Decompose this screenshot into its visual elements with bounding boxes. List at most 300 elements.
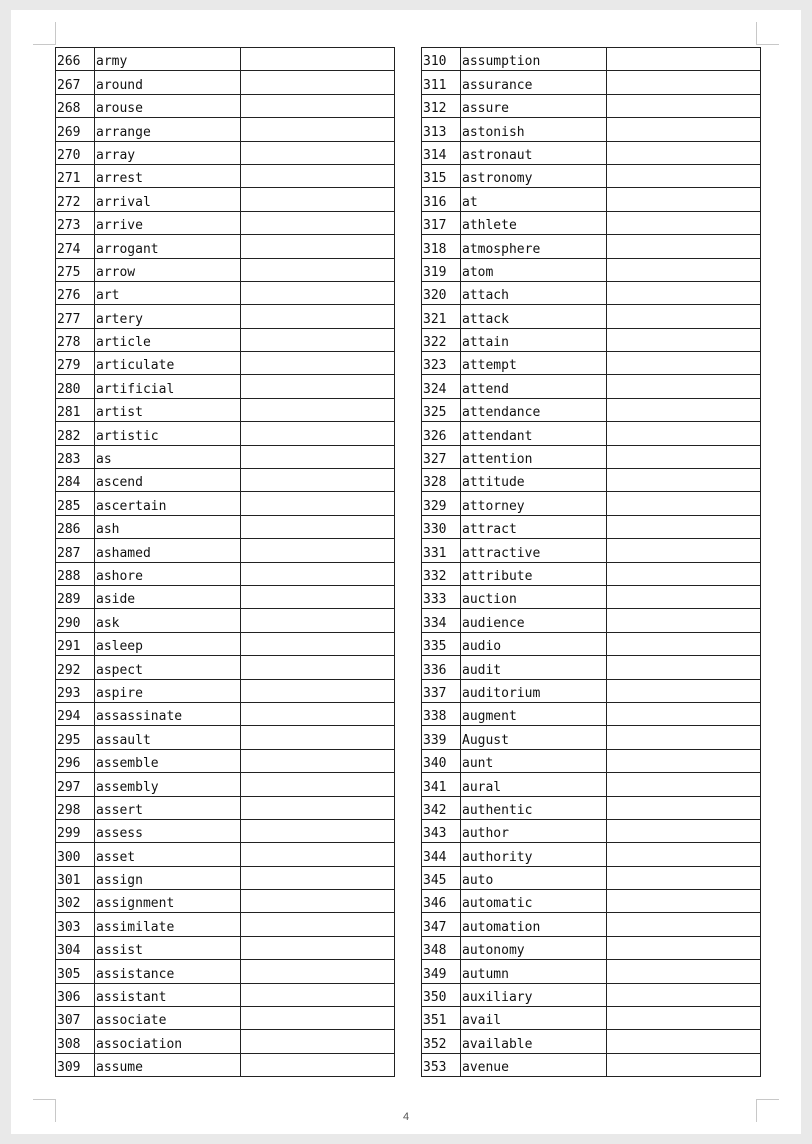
entry-number: 312 (422, 94, 461, 117)
entry-blank-cell (241, 422, 395, 445)
entry-blank-cell (607, 141, 761, 164)
entry-number: 303 (56, 913, 95, 936)
entry-word: auxiliary (461, 983, 607, 1006)
entry-blank-cell (607, 445, 761, 468)
entry-blank-cell (241, 188, 395, 211)
table-row (422, 211, 761, 234)
entry-blank-cell (241, 796, 395, 819)
entry-word: astronaut (461, 141, 607, 164)
entry-number: 284 (56, 469, 95, 492)
entry-blank-cell (607, 281, 761, 304)
entry-blank-cell (241, 983, 395, 1006)
entry-word: autonomy (461, 936, 607, 959)
table-row (56, 422, 395, 445)
table-row (422, 726, 761, 749)
entry-word: ascend (95, 469, 241, 492)
entry-blank-cell (607, 726, 761, 749)
entry-number: 336 (422, 656, 461, 679)
entry-word: autumn (461, 960, 607, 983)
table-row (56, 141, 395, 164)
entry-blank-cell (607, 48, 761, 71)
entry-blank-cell (607, 656, 761, 679)
entry-word: assemble (95, 749, 241, 772)
table-row (422, 796, 761, 819)
entry-number: 346 (422, 890, 461, 913)
table-row (56, 749, 395, 772)
entry-number: 314 (422, 141, 461, 164)
table-row (56, 609, 395, 632)
entry-number: 293 (56, 679, 95, 702)
entry-number: 297 (56, 773, 95, 796)
table-row (56, 398, 395, 421)
entry-blank-cell (241, 305, 395, 328)
entry-word: attempt (461, 352, 607, 375)
entry-blank-cell (241, 890, 395, 913)
table-row (422, 819, 761, 842)
entry-number: 294 (56, 702, 95, 725)
entry-number: 305 (56, 960, 95, 983)
table-row (56, 1053, 395, 1076)
entry-word: attain (461, 328, 607, 351)
entry-blank-cell (607, 960, 761, 983)
table-row (56, 796, 395, 819)
entry-word: arrogant (95, 235, 241, 258)
entry-word: assess (95, 819, 241, 842)
entry-number: 310 (422, 48, 461, 71)
table-row (422, 305, 761, 328)
entry-word: ashore (95, 562, 241, 585)
table-row (56, 562, 395, 585)
page-number: 4 (402, 1111, 410, 1123)
entry-word: arrange (95, 118, 241, 141)
entry-blank-cell (607, 188, 761, 211)
entry-blank-cell (607, 819, 761, 842)
entry-blank-cell (607, 352, 761, 375)
entry-number: 328 (422, 469, 461, 492)
table-row (422, 445, 761, 468)
entry-word: assimilate (95, 913, 241, 936)
entry-number: 321 (422, 305, 461, 328)
entry-word: assume (95, 1053, 241, 1076)
entry-blank-cell (241, 141, 395, 164)
entry-blank-cell (241, 492, 395, 515)
entry-number: 299 (56, 819, 95, 842)
entry-number: 281 (56, 398, 95, 421)
entry-number: 320 (422, 281, 461, 304)
entry-blank-cell (607, 632, 761, 655)
entry-word: assumption (461, 48, 607, 71)
table-row (56, 94, 395, 117)
table-row (422, 1007, 761, 1030)
table-row (56, 469, 395, 492)
table-row (422, 1030, 761, 1053)
entry-word: audio (461, 632, 607, 655)
entry-blank-cell (241, 258, 395, 281)
entry-word: around (95, 71, 241, 94)
entry-blank-cell (607, 235, 761, 258)
entry-number: 352 (422, 1030, 461, 1053)
word-table-left (55, 47, 395, 1077)
entry-number: 337 (422, 679, 461, 702)
entry-word: arouse (95, 94, 241, 117)
entry-word: attention (461, 445, 607, 468)
entry-word: automation (461, 913, 607, 936)
entry-blank-cell (241, 211, 395, 234)
entry-word: athlete (461, 211, 607, 234)
entry-word: attribute (461, 562, 607, 585)
table-row (56, 913, 395, 936)
table-row (422, 679, 761, 702)
table-row (56, 843, 395, 866)
table-row (56, 726, 395, 749)
entry-blank-cell (241, 609, 395, 632)
table-row (56, 71, 395, 94)
table-row (422, 281, 761, 304)
table-row (422, 983, 761, 1006)
entry-number: 283 (56, 445, 95, 468)
entry-blank-cell (607, 1030, 761, 1053)
entry-blank-cell (241, 539, 395, 562)
entry-number: 266 (56, 48, 95, 71)
table-row (56, 211, 395, 234)
entry-number: 301 (56, 866, 95, 889)
entry-word: ashamed (95, 539, 241, 562)
entry-number: 300 (56, 843, 95, 866)
entry-blank-cell (241, 469, 395, 492)
entry-blank-cell (607, 375, 761, 398)
entry-number: 334 (422, 609, 461, 632)
entry-number: 318 (422, 235, 461, 258)
entry-word: asleep (95, 632, 241, 655)
table-row (56, 352, 395, 375)
entry-number: 292 (56, 656, 95, 679)
table-row (56, 515, 395, 538)
entry-blank-cell (607, 539, 761, 562)
table-row (56, 679, 395, 702)
table-row (56, 1007, 395, 1030)
entry-number: 267 (56, 71, 95, 94)
entry-blank-cell (607, 422, 761, 445)
table-row (422, 398, 761, 421)
entry-word: audit (461, 656, 607, 679)
table-row (56, 48, 395, 71)
table-row (422, 866, 761, 889)
entry-word: available (461, 1030, 607, 1053)
entry-blank-cell (241, 375, 395, 398)
entry-blank-cell (607, 71, 761, 94)
table-row (422, 71, 761, 94)
entry-blank-cell (241, 398, 395, 421)
entry-blank-cell (607, 164, 761, 187)
entry-number: 296 (56, 749, 95, 772)
table-row (422, 469, 761, 492)
entry-word: August (461, 726, 607, 749)
entry-number: 269 (56, 118, 95, 141)
table-row (422, 118, 761, 141)
table-row (422, 141, 761, 164)
table-row (422, 656, 761, 679)
entry-word: assembly (95, 773, 241, 796)
entry-blank-cell (607, 1053, 761, 1076)
entry-word: attendant (461, 422, 607, 445)
entry-blank-cell (607, 890, 761, 913)
entry-word: arrest (95, 164, 241, 187)
entry-number: 268 (56, 94, 95, 117)
entry-blank-cell (241, 445, 395, 468)
entry-number: 272 (56, 188, 95, 211)
entry-number: 316 (422, 188, 461, 211)
entry-number: 307 (56, 1007, 95, 1030)
table-row (56, 375, 395, 398)
entry-word: assassinate (95, 702, 241, 725)
entry-number: 285 (56, 492, 95, 515)
entry-word: article (95, 328, 241, 351)
table-row (422, 749, 761, 772)
entry-number: 349 (422, 960, 461, 983)
entry-number: 280 (56, 375, 95, 398)
entry-number: 345 (422, 866, 461, 889)
entry-number: 351 (422, 1007, 461, 1030)
entry-blank-cell (607, 866, 761, 889)
entry-blank-cell (607, 679, 761, 702)
entry-word: arrival (95, 188, 241, 211)
entry-number: 353 (422, 1053, 461, 1076)
table-row (422, 515, 761, 538)
entry-blank-cell (241, 94, 395, 117)
entry-blank-cell (241, 1053, 395, 1076)
entry-number: 348 (422, 936, 461, 959)
table-row (422, 843, 761, 866)
entry-blank-cell (607, 328, 761, 351)
entry-number: 317 (422, 211, 461, 234)
entry-word: audience (461, 609, 607, 632)
entry-word: author (461, 819, 607, 842)
entry-number: 322 (422, 328, 461, 351)
entry-word: assignment (95, 890, 241, 913)
table-row (422, 422, 761, 445)
entry-number: 329 (422, 492, 461, 515)
table-row (56, 328, 395, 351)
entry-word: arrive (95, 211, 241, 234)
table-row (422, 936, 761, 959)
table-row (422, 539, 761, 562)
entry-number: 343 (422, 819, 461, 842)
entry-number: 332 (422, 562, 461, 585)
entry-number: 327 (422, 445, 461, 468)
entry-word: attach (461, 281, 607, 304)
entry-word: ascertain (95, 492, 241, 515)
entry-blank-cell (607, 515, 761, 538)
entry-number: 344 (422, 843, 461, 866)
entry-word: assistance (95, 960, 241, 983)
entry-number: 342 (422, 796, 461, 819)
entry-blank-cell (241, 749, 395, 772)
entry-word: authority (461, 843, 607, 866)
entry-blank-cell (241, 352, 395, 375)
entry-number: 309 (56, 1053, 95, 1076)
entry-blank-cell (241, 1007, 395, 1030)
entry-word: avail (461, 1007, 607, 1030)
entry-blank-cell (607, 118, 761, 141)
table-row (56, 632, 395, 655)
table-row (422, 890, 761, 913)
entry-word: assistant (95, 983, 241, 1006)
entry-word: aspect (95, 656, 241, 679)
table-row (56, 702, 395, 725)
entry-blank-cell (607, 492, 761, 515)
entry-word: artificial (95, 375, 241, 398)
table-row (422, 773, 761, 796)
entry-word: aspire (95, 679, 241, 702)
entry-number: 298 (56, 796, 95, 819)
table-row (422, 702, 761, 725)
entry-blank-cell (241, 1030, 395, 1053)
entry-number: 290 (56, 609, 95, 632)
entry-number: 302 (56, 890, 95, 913)
entry-word: attorney (461, 492, 607, 515)
table-row (56, 445, 395, 468)
entry-number: 278 (56, 328, 95, 351)
entry-word: attack (461, 305, 607, 328)
entry-word: astonish (461, 118, 607, 141)
table-row (422, 188, 761, 211)
entry-blank-cell (607, 773, 761, 796)
entry-word: associate (95, 1007, 241, 1030)
entry-word: assert (95, 796, 241, 819)
table-row (56, 258, 395, 281)
table-row (56, 118, 395, 141)
entry-word: artist (95, 398, 241, 421)
entry-number: 270 (56, 141, 95, 164)
entry-word: assist (95, 936, 241, 959)
entry-number: 330 (422, 515, 461, 538)
entry-blank-cell (241, 585, 395, 608)
entry-number: 308 (56, 1030, 95, 1053)
entry-blank-cell (607, 585, 761, 608)
entry-number: 326 (422, 422, 461, 445)
entry-word: atom (461, 258, 607, 281)
table-row (56, 188, 395, 211)
entry-word: association (95, 1030, 241, 1053)
entry-word: artery (95, 305, 241, 328)
table-row (422, 328, 761, 351)
entry-number: 339 (422, 726, 461, 749)
entry-number: 271 (56, 164, 95, 187)
entry-blank-cell (241, 702, 395, 725)
table-row (422, 164, 761, 187)
word-table-right (421, 47, 761, 1077)
entry-word: augment (461, 702, 607, 725)
table-row (422, 258, 761, 281)
entry-number: 306 (56, 983, 95, 1006)
crop-mark-top-right (756, 22, 779, 45)
entry-blank-cell (241, 726, 395, 749)
entry-blank-cell (241, 71, 395, 94)
table-row (56, 983, 395, 1006)
entry-word: art (95, 281, 241, 304)
entry-number: 338 (422, 702, 461, 725)
entry-word: artistic (95, 422, 241, 445)
entry-word: auction (461, 585, 607, 608)
entry-number: 295 (56, 726, 95, 749)
entry-blank-cell (607, 913, 761, 936)
entry-blank-cell (241, 843, 395, 866)
entry-word: ask (95, 609, 241, 632)
entry-number: 323 (422, 352, 461, 375)
entry-blank-cell (607, 305, 761, 328)
entry-blank-cell (241, 819, 395, 842)
entry-number: 286 (56, 515, 95, 538)
entry-number: 304 (56, 936, 95, 959)
table-row (422, 632, 761, 655)
entry-blank-cell (607, 562, 761, 585)
table-row (56, 492, 395, 515)
table-row (422, 609, 761, 632)
table-row (56, 305, 395, 328)
entry-number: 311 (422, 71, 461, 94)
entry-word: astronomy (461, 164, 607, 187)
entry-number: 277 (56, 305, 95, 328)
entry-blank-cell (241, 960, 395, 983)
table-row (422, 1053, 761, 1076)
table-row (422, 94, 761, 117)
table-row (56, 960, 395, 983)
entry-word: arrow (95, 258, 241, 281)
entry-number: 335 (422, 632, 461, 655)
entry-blank-cell (241, 328, 395, 351)
entry-blank-cell (607, 609, 761, 632)
entry-blank-cell (607, 843, 761, 866)
entry-word: aside (95, 585, 241, 608)
entry-blank-cell (241, 936, 395, 959)
table-row (422, 913, 761, 936)
entry-word: attend (461, 375, 607, 398)
entry-blank-cell (607, 983, 761, 1006)
entry-word: army (95, 48, 241, 71)
entry-number: 347 (422, 913, 461, 936)
entry-word: atmosphere (461, 235, 607, 258)
entry-number: 289 (56, 585, 95, 608)
entry-blank-cell (241, 866, 395, 889)
entry-word: asset (95, 843, 241, 866)
entry-blank-cell (241, 515, 395, 538)
table-row (422, 492, 761, 515)
entry-number: 288 (56, 562, 95, 585)
table-row (56, 819, 395, 842)
table-row (56, 656, 395, 679)
entry-blank-cell (241, 118, 395, 141)
table-row (422, 960, 761, 983)
entry-word: assault (95, 726, 241, 749)
entry-number: 282 (56, 422, 95, 445)
entry-number: 291 (56, 632, 95, 655)
entry-blank-cell (241, 562, 395, 585)
entry-number: 279 (56, 352, 95, 375)
entry-number: 340 (422, 749, 461, 772)
table-row (422, 235, 761, 258)
entry-word: articulate (95, 352, 241, 375)
entry-blank-cell (607, 258, 761, 281)
entry-word: ash (95, 515, 241, 538)
entry-word: attract (461, 515, 607, 538)
table-row (56, 539, 395, 562)
entry-number: 331 (422, 539, 461, 562)
table-row (422, 48, 761, 71)
entry-number: 287 (56, 539, 95, 562)
entry-word: automatic (461, 890, 607, 913)
entry-number: 275 (56, 258, 95, 281)
entry-number: 315 (422, 164, 461, 187)
